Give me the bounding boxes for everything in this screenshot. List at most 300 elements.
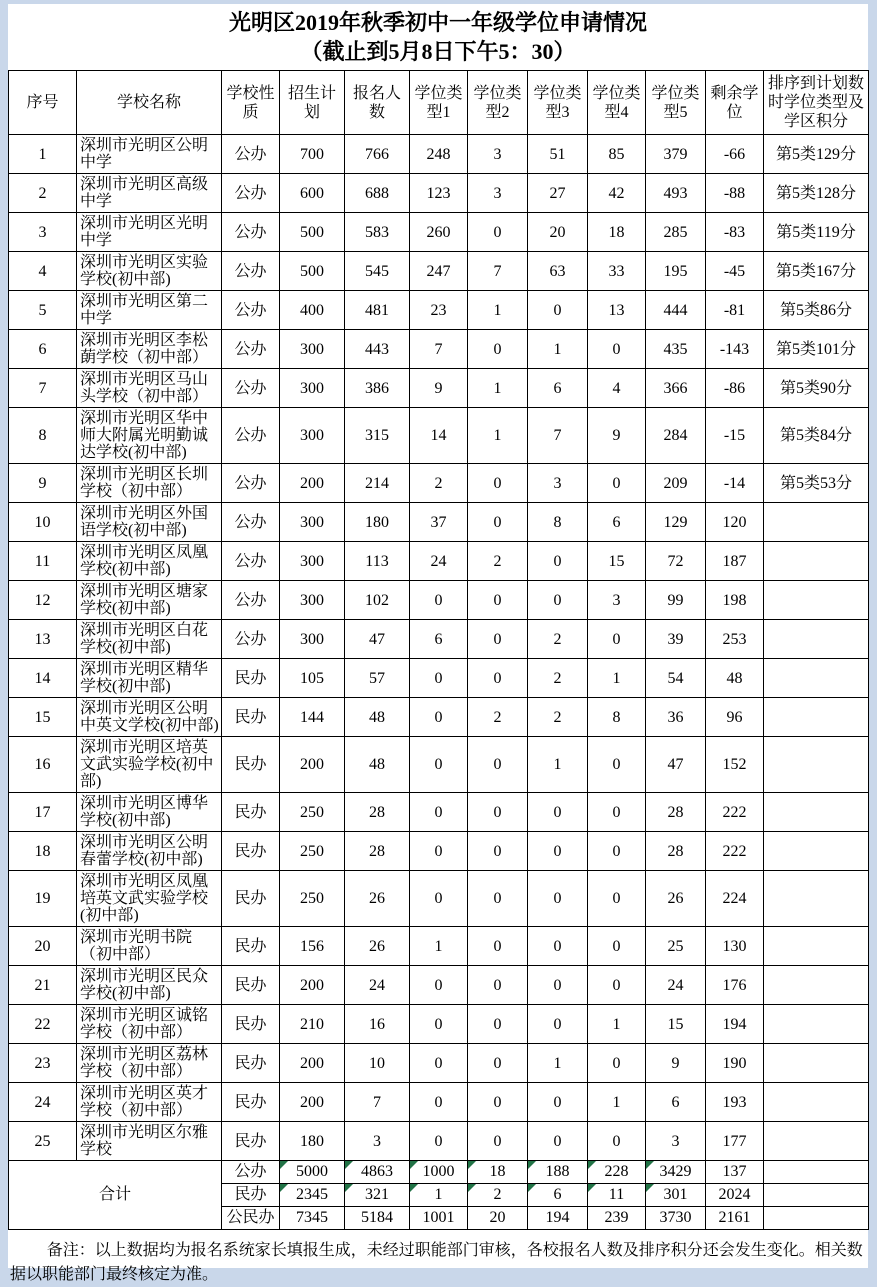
cell-t4: 9: [588, 408, 646, 464]
cell-t1: 2: [410, 464, 468, 503]
cell-t5: 36: [646, 698, 706, 737]
total-cell-t2: 2: [468, 1184, 528, 1207]
cell-rank: [764, 737, 869, 793]
column-header-type3: 学位类型3: [528, 71, 588, 135]
admission-table: [8, 70, 869, 1230]
cell-t1: 6: [410, 620, 468, 659]
cell-rank: 第5类167分: [764, 252, 869, 291]
cell-no: 11: [9, 542, 77, 581]
cell-school: 深圳市光明区马山头学校（初中部）: [77, 369, 222, 408]
cell-t3: 6: [528, 369, 588, 408]
cell-school: 深圳市光明区凤凰培英文武实验学校(初中部): [77, 871, 222, 927]
cell-t3: 0: [528, 1005, 588, 1044]
cell-t3: 1: [528, 1044, 588, 1083]
cell-remaining: -14: [706, 464, 764, 503]
cell-plan: 200: [280, 464, 345, 503]
cell-nature: 公办: [222, 620, 280, 659]
cell-t5: 15: [646, 1005, 706, 1044]
cell-no: 14: [9, 659, 77, 698]
cell-school: 深圳市光明区公明春蕾学校(初中部): [77, 832, 222, 871]
cell-nature: 民办: [222, 793, 280, 832]
cell-plan: 250: [280, 832, 345, 871]
cell-t3: 0: [528, 581, 588, 620]
cell-nature: 公办: [222, 464, 280, 503]
cell-t4: 0: [588, 1044, 646, 1083]
cell-remaining: 120: [706, 503, 764, 542]
cell-no: 5: [9, 291, 77, 330]
cell-t3: 2: [528, 698, 588, 737]
cell-applicants: 113: [345, 542, 410, 581]
cell-rank: [764, 620, 869, 659]
cell-t1: 247: [410, 252, 468, 291]
cell-nature: 民办: [222, 737, 280, 793]
cell-school: 深圳市光明区精华学校(初中部): [77, 659, 222, 698]
cell-t3: 2: [528, 659, 588, 698]
total-cell-t4: 11: [588, 1184, 646, 1207]
table-row: [9, 793, 869, 832]
total-cell-t5: 3429: [646, 1161, 706, 1184]
total-cell-t3: 188: [528, 1161, 588, 1184]
cell-applicants: 545: [345, 252, 410, 291]
cell-t1: 123: [410, 174, 468, 213]
cell-t4: 42: [588, 174, 646, 213]
cell-t5: 129: [646, 503, 706, 542]
cell-applicants: 180: [345, 503, 410, 542]
cell-rank: [764, 1005, 869, 1044]
cell-t5: 26: [646, 871, 706, 927]
table-row: [9, 581, 869, 620]
cell-remaining: 190: [706, 1044, 764, 1083]
cell-rank: 第5类84分: [764, 408, 869, 464]
column-header-type5: 学位类型5: [646, 71, 706, 135]
cell-nature: 民办: [222, 1083, 280, 1122]
cell-rank: 第5类53分: [764, 464, 869, 503]
column-header-remaining: 剩余学位: [706, 71, 764, 135]
footnote: 备注：以上数据均为报名系统家长填报生成，未经过职能部门审核，各校报名人数及排序积分还会发生变化。相关数据以职能部门最终核定为准。: [10, 1242, 863, 1283]
cell-plan: 300: [280, 408, 345, 464]
cell-nature: 公办: [222, 252, 280, 291]
cell-nature: 公办: [222, 330, 280, 369]
cell-nature: 公办: [222, 581, 280, 620]
cell-remaining: -86: [706, 369, 764, 408]
cell-t2: 0: [468, 330, 528, 369]
cell-t1: 260: [410, 213, 468, 252]
cell-rank: [764, 1044, 869, 1083]
cell-t2: 7: [468, 252, 528, 291]
cell-t3: 0: [528, 1083, 588, 1122]
cell-t2: 2: [468, 542, 528, 581]
cell-nature: 公办: [222, 135, 280, 174]
cell-remaining: 187: [706, 542, 764, 581]
cell-t5: 39: [646, 620, 706, 659]
total-cell-plan: 5000: [280, 1161, 345, 1184]
cell-t5: 6: [646, 1083, 706, 1122]
table-row: [9, 1083, 869, 1122]
total-cell-t3: 194: [528, 1207, 588, 1230]
document-title: [8, 4, 868, 66]
cell-t1: 0: [410, 1122, 468, 1161]
table-row: [9, 252, 869, 291]
cell-t1: 0: [410, 1044, 468, 1083]
total-cell-applicants: 5184: [345, 1207, 410, 1230]
column-header-plan: 招生计划: [280, 71, 345, 135]
cell-remaining: 224: [706, 871, 764, 927]
cell-remaining: 198: [706, 581, 764, 620]
cell-no: 20: [9, 927, 77, 966]
cell-school: 深圳市光明区荔林学校（初中部）: [77, 1044, 222, 1083]
cell-no: 25: [9, 1122, 77, 1161]
cell-rank: [764, 659, 869, 698]
cell-school: 深圳市光明区第二中学: [77, 291, 222, 330]
cell-t1: 37: [410, 503, 468, 542]
cell-school: 深圳市光明区公明中学: [77, 135, 222, 174]
total-cell-t1: 1: [410, 1184, 468, 1207]
cell-nature: 民办: [222, 871, 280, 927]
cell-plan: 500: [280, 252, 345, 291]
cell-school: 深圳市光明区华中师大附属光明勤诚达学校(初中部): [77, 408, 222, 464]
cell-applicants: 386: [345, 369, 410, 408]
cell-no: 9: [9, 464, 77, 503]
title-line-2: （截止到5月8日下午5：30）: [300, 39, 576, 64]
cell-t2: 3: [468, 135, 528, 174]
cell-school: 深圳市光明区高级中学: [77, 174, 222, 213]
column-header-nature: 学校性质: [222, 71, 280, 135]
cell-t2: 0: [468, 1083, 528, 1122]
cell-t1: 14: [410, 408, 468, 464]
cell-no: 13: [9, 620, 77, 659]
cell-rank: [764, 698, 869, 737]
cell-remaining: -88: [706, 174, 764, 213]
cell-no: 16: [9, 737, 77, 793]
cell-applicants: 16: [345, 1005, 410, 1044]
cell-t3: 0: [528, 1122, 588, 1161]
cell-applicants: 48: [345, 698, 410, 737]
cell-nature: 民办: [222, 1044, 280, 1083]
cell-plan: 400: [280, 291, 345, 330]
cell-rank: [764, 1083, 869, 1122]
total-cell-t4: 239: [588, 1207, 646, 1230]
total-row: [9, 1161, 869, 1184]
cell-school: 深圳市光明区博华学校(初中部): [77, 793, 222, 832]
cell-t2: 1: [468, 408, 528, 464]
cell-nature: 民办: [222, 1122, 280, 1161]
cell-no: 24: [9, 1083, 77, 1122]
cell-t3: 51: [528, 135, 588, 174]
cell-school: 深圳市光明区实验学校(初中部): [77, 252, 222, 291]
cell-remaining: 222: [706, 832, 764, 871]
cell-t2: 0: [468, 871, 528, 927]
column-header-type2: 学位类型2: [468, 71, 528, 135]
cell-school: 深圳市光明区光明中学: [77, 213, 222, 252]
cell-t3: 8: [528, 503, 588, 542]
cell-plan: 300: [280, 369, 345, 408]
cell-t2: 0: [468, 503, 528, 542]
cell-rank: 第5类101分: [764, 330, 869, 369]
cell-t4: 0: [588, 966, 646, 1005]
cell-remaining: 253: [706, 620, 764, 659]
cell-no: 2: [9, 174, 77, 213]
cell-applicants: 102: [345, 581, 410, 620]
column-header-applicants: 报名人数: [345, 71, 410, 135]
cell-t4: 1: [588, 1083, 646, 1122]
cell-plan: 250: [280, 871, 345, 927]
cell-rank: 第5类119分: [764, 213, 869, 252]
cell-t4: 8: [588, 698, 646, 737]
table-row: [9, 408, 869, 464]
cell-applicants: 26: [345, 871, 410, 927]
cell-plan: 250: [280, 793, 345, 832]
cell-remaining: -66: [706, 135, 764, 174]
title-line-1: 光明区2019年秋季初中一年级学位申请情况: [228, 10, 647, 35]
cell-t1: 0: [410, 659, 468, 698]
cell-applicants: 214: [345, 464, 410, 503]
cell-no: 21: [9, 966, 77, 1005]
cell-no: 19: [9, 871, 77, 927]
cell-nature: 民办: [222, 966, 280, 1005]
cell-t1: 0: [410, 871, 468, 927]
total-cell-t1: 1000: [410, 1161, 468, 1184]
cell-t1: 1: [410, 927, 468, 966]
cell-no: 10: [9, 503, 77, 542]
cell-no: 15: [9, 698, 77, 737]
cell-no: 23: [9, 1044, 77, 1083]
column-header-school: 学校名称: [77, 71, 222, 135]
cell-rank: [764, 927, 869, 966]
cell-t3: 27: [528, 174, 588, 213]
cell-nature: 公办: [222, 542, 280, 581]
table-row: [9, 832, 869, 871]
table-row: [9, 871, 869, 927]
cell-t5: 99: [646, 581, 706, 620]
cell-t3: 0: [528, 832, 588, 871]
table-row: [9, 1044, 869, 1083]
cell-t5: 195: [646, 252, 706, 291]
cell-t2: 0: [468, 1044, 528, 1083]
cell-no: 6: [9, 330, 77, 369]
page-background: [0, 4, 877, 1283]
cell-rank: [764, 581, 869, 620]
cell-t4: 1: [588, 659, 646, 698]
cell-remaining: 177: [706, 1122, 764, 1161]
cell-applicants: 443: [345, 330, 410, 369]
total-cell-plan: 2345: [280, 1184, 345, 1207]
cell-t5: 209: [646, 464, 706, 503]
cell-t5: 24: [646, 966, 706, 1005]
cell-t4: 18: [588, 213, 646, 252]
cell-applicants: 315: [345, 408, 410, 464]
cell-t3: 0: [528, 291, 588, 330]
cell-plan: 600: [280, 174, 345, 213]
cell-t1: 9: [410, 369, 468, 408]
table-row: [9, 174, 869, 213]
total-cell-rank: [764, 1161, 869, 1184]
cell-rank: 第5类86分: [764, 291, 869, 330]
cell-t3: 1: [528, 737, 588, 793]
cell-t2: 3: [468, 174, 528, 213]
cell-t1: 0: [410, 1005, 468, 1044]
cell-rank: [764, 542, 869, 581]
column-header-rank: 排序到计划数时学位类型及学区积分: [764, 71, 869, 135]
cell-t2: 0: [468, 464, 528, 503]
column-header-no: 序号: [9, 71, 77, 135]
total-cell-nature: 公民办: [222, 1207, 280, 1230]
total-cell-applicants: 4863: [345, 1161, 410, 1184]
cell-no: 17: [9, 793, 77, 832]
cell-t5: 3: [646, 1122, 706, 1161]
cell-school: 深圳市光明区长圳学校（初中部）: [77, 464, 222, 503]
cell-t4: 33: [588, 252, 646, 291]
cell-t2: 0: [468, 659, 528, 698]
cell-t2: 0: [468, 620, 528, 659]
total-cell-remaining: 137: [706, 1161, 764, 1184]
cell-plan: 700: [280, 135, 345, 174]
cell-t1: 0: [410, 1083, 468, 1122]
cell-rank: [764, 793, 869, 832]
cell-applicants: 48: [345, 737, 410, 793]
cell-remaining: 222: [706, 793, 764, 832]
cell-applicants: 28: [345, 832, 410, 871]
table-row: [9, 542, 869, 581]
cell-applicants: 24: [345, 966, 410, 1005]
cell-t2: 0: [468, 1005, 528, 1044]
cell-t1: 0: [410, 793, 468, 832]
cell-t5: 493: [646, 174, 706, 213]
cell-t4: 15: [588, 542, 646, 581]
cell-applicants: 583: [345, 213, 410, 252]
cell-t5: 47: [646, 737, 706, 793]
cell-plan: 300: [280, 542, 345, 581]
cell-school: 深圳市光明区塘家学校(初中部): [77, 581, 222, 620]
cell-t1: 0: [410, 966, 468, 1005]
cell-plan: 500: [280, 213, 345, 252]
table-row: [9, 464, 869, 503]
cell-nature: 民办: [222, 832, 280, 871]
table-row: [9, 966, 869, 1005]
cell-t2: 1: [468, 369, 528, 408]
cell-remaining: 176: [706, 966, 764, 1005]
total-cell-t1: 1001: [410, 1207, 468, 1230]
cell-nature: 民办: [222, 927, 280, 966]
table-row: [9, 330, 869, 369]
cell-t2: 2: [468, 698, 528, 737]
cell-rank: 第5类90分: [764, 369, 869, 408]
cell-t3: 7: [528, 408, 588, 464]
cell-t1: 0: [410, 737, 468, 793]
cell-plan: 300: [280, 620, 345, 659]
document-sheet: [8, 4, 868, 1283]
cell-no: 3: [9, 213, 77, 252]
cell-t4: 4: [588, 369, 646, 408]
table-row: [9, 659, 869, 698]
total-cell-remaining: 2024: [706, 1184, 764, 1207]
cell-no: 22: [9, 1005, 77, 1044]
cell-t5: 379: [646, 135, 706, 174]
table-row: [9, 135, 869, 174]
total-label: 合计: [9, 1161, 222, 1230]
cell-remaining: -143: [706, 330, 764, 369]
cell-t4: 3: [588, 581, 646, 620]
cell-t2: 1: [468, 291, 528, 330]
cell-applicants: 57: [345, 659, 410, 698]
cell-t2: 0: [468, 1122, 528, 1161]
cell-t5: 25: [646, 927, 706, 966]
total-cell-t2: 18: [468, 1161, 528, 1184]
cell-plan: 300: [280, 503, 345, 542]
cell-t3: 2: [528, 620, 588, 659]
cell-t2: 0: [468, 581, 528, 620]
cell-school: 深圳市光明区培英文武实验学校(初中部): [77, 737, 222, 793]
cell-nature: 公办: [222, 291, 280, 330]
cell-applicants: 28: [345, 793, 410, 832]
total-cell-t5: 301: [646, 1184, 706, 1207]
cell-t1: 0: [410, 832, 468, 871]
cell-t4: 0: [588, 832, 646, 871]
cell-t5: 9: [646, 1044, 706, 1083]
cell-remaining: -15: [706, 408, 764, 464]
cell-applicants: 3: [345, 1122, 410, 1161]
total-cell-t5: 3730: [646, 1207, 706, 1230]
cell-plan: 300: [280, 330, 345, 369]
cell-nature: 民办: [222, 659, 280, 698]
cell-t4: 0: [588, 871, 646, 927]
cell-applicants: 26: [345, 927, 410, 966]
cell-school: 深圳市光明区公明中英文学校(初中部): [77, 698, 222, 737]
cell-plan: 300: [280, 581, 345, 620]
cell-school: 深圳市光明区民众学校(初中部): [77, 966, 222, 1005]
cell-remaining: 96: [706, 698, 764, 737]
cell-t4: 0: [588, 620, 646, 659]
cell-nature: 公办: [222, 369, 280, 408]
cell-no: 4: [9, 252, 77, 291]
cell-rank: 第5类128分: [764, 174, 869, 213]
table-row: [9, 291, 869, 330]
cell-remaining: 152: [706, 737, 764, 793]
cell-t2: 0: [468, 213, 528, 252]
total-cell-t4: 228: [588, 1161, 646, 1184]
cell-no: 18: [9, 832, 77, 871]
cell-remaining: 193: [706, 1083, 764, 1122]
cell-t5: 284: [646, 408, 706, 464]
cell-nature: 公办: [222, 174, 280, 213]
cell-t3: 0: [528, 927, 588, 966]
cell-nature: 公办: [222, 213, 280, 252]
table-row: [9, 737, 869, 793]
cell-t4: 1: [588, 1005, 646, 1044]
cell-school: 深圳市光明区外国语学校(初中部): [77, 503, 222, 542]
cell-t1: 248: [410, 135, 468, 174]
cell-remaining: -81: [706, 291, 764, 330]
cell-remaining: 130: [706, 927, 764, 966]
cell-t3: 63: [528, 252, 588, 291]
cell-t2: 0: [468, 966, 528, 1005]
cell-school: 深圳市光明区白花学校(初中部): [77, 620, 222, 659]
table-row: [9, 698, 869, 737]
cell-rank: [764, 966, 869, 1005]
cell-nature: 公办: [222, 503, 280, 542]
cell-t1: 7: [410, 330, 468, 369]
table-header-row: [9, 71, 869, 135]
cell-no: 8: [9, 408, 77, 464]
total-cell-remaining: 2161: [706, 1207, 764, 1230]
cell-plan: 200: [280, 1044, 345, 1083]
cell-applicants: 481: [345, 291, 410, 330]
cell-t5: 444: [646, 291, 706, 330]
cell-school: 深圳市光明区英才学校（初中部）: [77, 1083, 222, 1122]
table-row: [9, 503, 869, 542]
cell-t2: 0: [468, 927, 528, 966]
cell-no: 12: [9, 581, 77, 620]
cell-school: 深圳市光明书院 （初中部）: [77, 927, 222, 966]
